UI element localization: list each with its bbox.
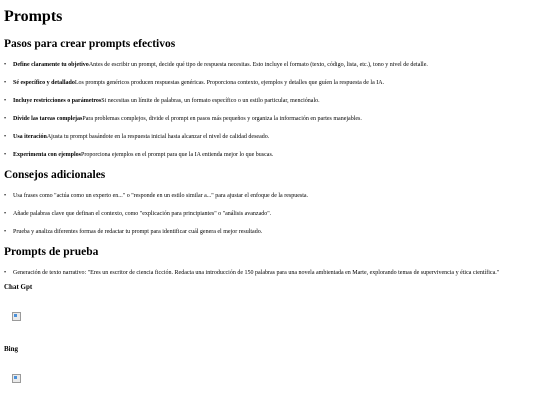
bullet-icon: • [4,152,7,158]
list-item-text: Usa frases como "actúa como un experto en..." o "responde en un estilo similar a..." para ajustar el enfoque de la respuesta. [13,193,309,199]
broken-image-icon [12,374,21,383]
list-item-text: Ajusta tu prompt basándote en la respuesta inicial hasta alcanzar el nivel de calidad deseado. [46,134,270,140]
section-heading-steps: Pasos para crear prompts efectivos [4,38,176,50]
page-title: Prompts [4,8,63,25]
list-item-text: Prueba y analiza diferentes formas de redactar tu prompt para identificar cuál genera el mejor resultado. [13,229,263,235]
list-item [4,192,536,200]
section-steps [4,38,536,159]
bullet-icon: • [4,134,7,140]
list-item [4,133,536,141]
list-item-text: Añade palabras clave que definan el contexto, como "explicación para principiantes" o "análisis avanzado". [13,211,272,217]
list-item [4,210,536,218]
list-item-bold: Divide las tareas complejas [13,116,83,122]
section-heading-tips: Consejos adicionales [4,169,106,181]
list-item-bold: Experimenta con ejemplos [13,152,81,158]
list-item-bold: Define claramente tu objetivo [13,62,89,68]
list-item-bold: Sé específico y detallado [13,80,75,86]
bullet-icon: • [4,193,7,199]
list-item-text: Generación de texto narrativo: "Eres un escritor de ciencia ficción. Redacta una introducción de 150 palabras para una novela ambientada en Marte, explorando temas de supervivencia y ética científica." [13,270,500,276]
tips-list [4,192,536,236]
list-item-bold: Incluye restricciones o parámetros [13,98,102,104]
list-item-text: Para problemas complejos, divide el prompt en pasos más pequeños y organiza la información en partes manejables. [82,116,362,122]
list-item-text: Si necesitas un límite de palabras, un formato específico o un estilo particular, menciónalo. [101,98,320,104]
broken-image-icon [12,312,21,321]
list-item [4,97,536,105]
section-heading-test-prompts: Prompts de prueba [4,246,99,258]
list-item [4,79,536,87]
test-prompts-list [4,269,536,277]
bullet-icon: • [4,229,7,235]
list-item [4,269,536,277]
section-tips [4,169,536,236]
list-item [4,151,536,159]
bullet-icon: • [4,116,7,122]
list-item-text: Los prompts genéricos producen respuestas genéricas. Proporciona contexto, ejemplos y detalles que guíen la respuesta de la IA. [74,80,385,86]
bullet-icon: • [4,62,7,68]
bullet-icon: • [4,211,7,217]
list-item [4,61,536,69]
result-label-bing: Bing [4,345,19,353]
list-item-text: Antes de escribir un prompt, decide qué tipo de respuesta necesitas. Esto incluye el formato (texto, código, lista, etc.), tono y nivel de detalle. [88,62,428,68]
bullet-icon: • [4,98,7,104]
result-label-chatgpt: Chat Gpt [4,283,33,291]
list-item-bold: Usa iteración [13,134,47,140]
bullet-icon: • [4,80,7,86]
list-item [4,115,536,123]
list-item-text: Proporciona ejemplos en el prompt para que la IA entienda mejor lo que buscas. [81,152,274,158]
section-test-prompts [4,246,536,383]
bullet-icon: • [4,270,7,276]
steps-list [4,61,536,159]
list-item [4,228,536,236]
